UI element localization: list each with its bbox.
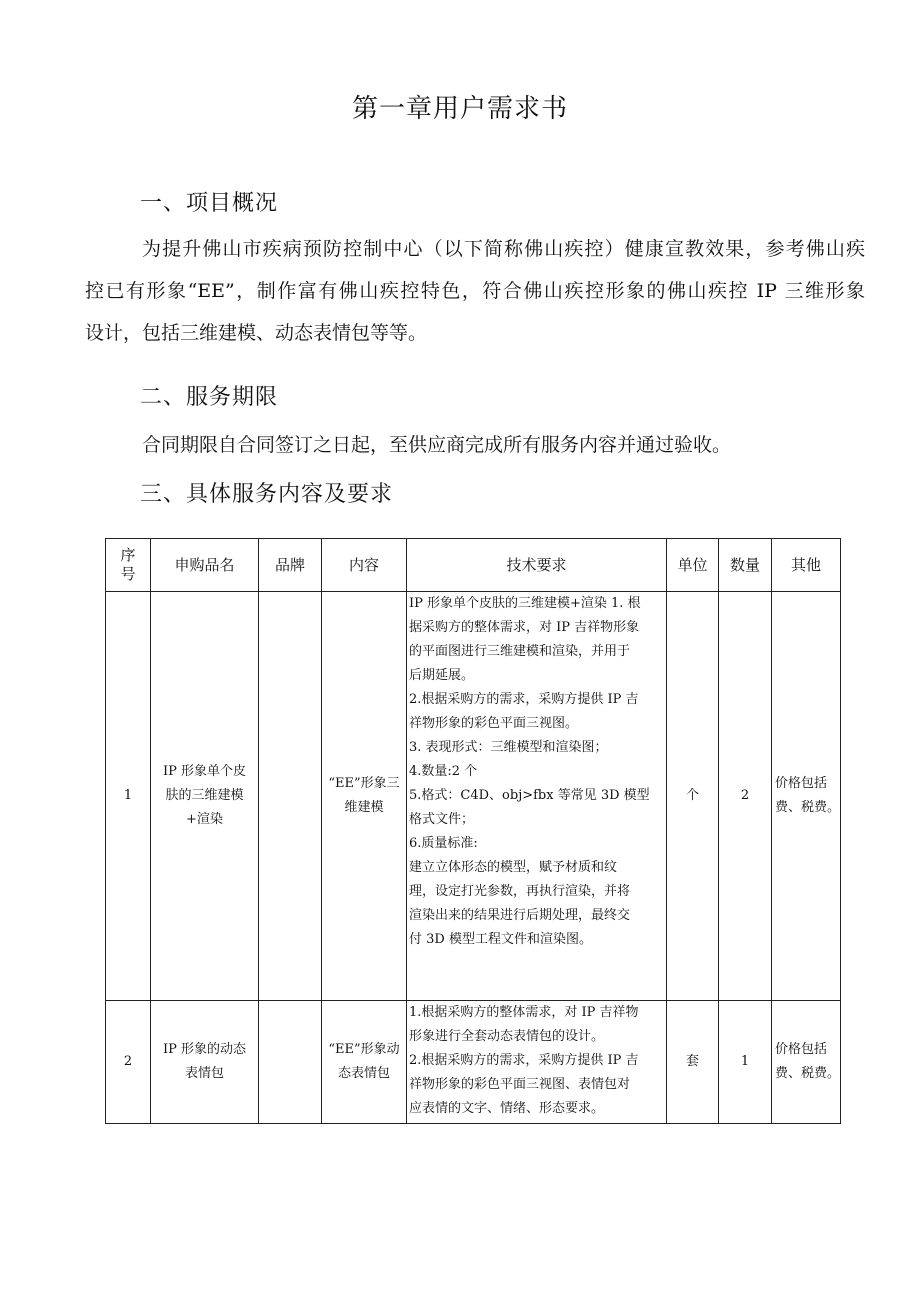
requirements-table [105, 538, 841, 1124]
header-other: 其他 [772, 539, 841, 592]
cell-brand [259, 592, 322, 1001]
cell-qty: 1 [719, 1001, 772, 1124]
section-heading-service-period: 二、服务期限 [140, 385, 279, 410]
overview-line: 控已有形象“EE”，制作富有佛山疾控特色，符合佛山疾控形象的佛山疾控 IP 三维形象 [85, 280, 865, 302]
cell-index: 1 [106, 592, 151, 1001]
cell-name: IP 形象的动态表情包 [151, 1001, 259, 1124]
cell-unit: 个 [667, 592, 719, 1001]
cell-name: IP 形象单个皮肤的三维建模+渲染 [151, 592, 259, 1001]
header-tech: 技术要求 [407, 539, 667, 592]
header-unit: 单位 [667, 539, 719, 592]
table-header-row [106, 539, 841, 592]
cell-tech: 1.根据采购方的整体需求，对 IP 吉祥物 形象进行全套动态表情包的设计。 2.根据采购方的需求，采购方提供 IP 吉 祥物形象的彩色平面三视图、表情包对 应表情的文字、情绪、形态要求。 [407, 1001, 667, 1124]
page-title: 第一章用户需求书 [351, 94, 568, 124]
cell-content: “EE”形象动态表情包 [322, 1001, 407, 1124]
cell-brand [259, 1001, 322, 1124]
header-content: 内容 [322, 539, 407, 592]
header-index: 序号 [106, 539, 151, 592]
cell-qty: 2 [719, 592, 772, 1001]
cell-other: 价格包括费、税费。 [772, 592, 841, 1001]
overview-line: 为提升佛山市疾病预防控制中心（以下简称佛山疾控）健康宣教效果，参考佛山疾 [142, 238, 865, 260]
cell-index: 2 [106, 1001, 151, 1124]
service-period-text: 合同期限自合同签订之日起，至供应商完成所有服务内容并通过验收。 [142, 434, 732, 456]
overview-paragraph [85, 228, 865, 354]
table-row [106, 1001, 841, 1124]
section-heading-overview: 一、项目概况 [140, 191, 279, 216]
cell-content: “EE”形象三维建模 [322, 592, 407, 1001]
table-row [106, 592, 841, 1001]
cell-unit: 套 [667, 1001, 719, 1124]
cell-tech: IP 形象单个皮肤的三维建模+渲染 1. 根 据采购方的整体需求，对 IP 吉祥物形象 的平面图进行三维建模和渲染，并用于 后期延展。 2.根据采购方的需求，采购方提供 IP 吉 祥物形象的彩色平面三视图。 3. 表现形式：三维模型和渲染图； 4.数量:2 个 5.格式：C4D、obj>fbx 等常见 3D 模型 格式文件； 6.质量标准: 建立立体形态的模型，赋予材质和纹 理，设定打光参数，再执行渲染，并将 渲染出来的结果进行后期处理，最终交 付 3D 模型工程文件和渲染图。 [407, 592, 667, 1001]
overview-line: 设计，包括三维建模、动态表情包等等。 [85, 322, 428, 344]
header-brand: 品牌 [259, 539, 322, 592]
header-name: 申购品名 [151, 539, 259, 592]
header-qty: 数量 [719, 539, 772, 592]
cell-other: 价格包括费、税费。 [772, 1001, 841, 1124]
section-heading-service-content: 三、具体服务内容及要求 [140, 482, 394, 507]
